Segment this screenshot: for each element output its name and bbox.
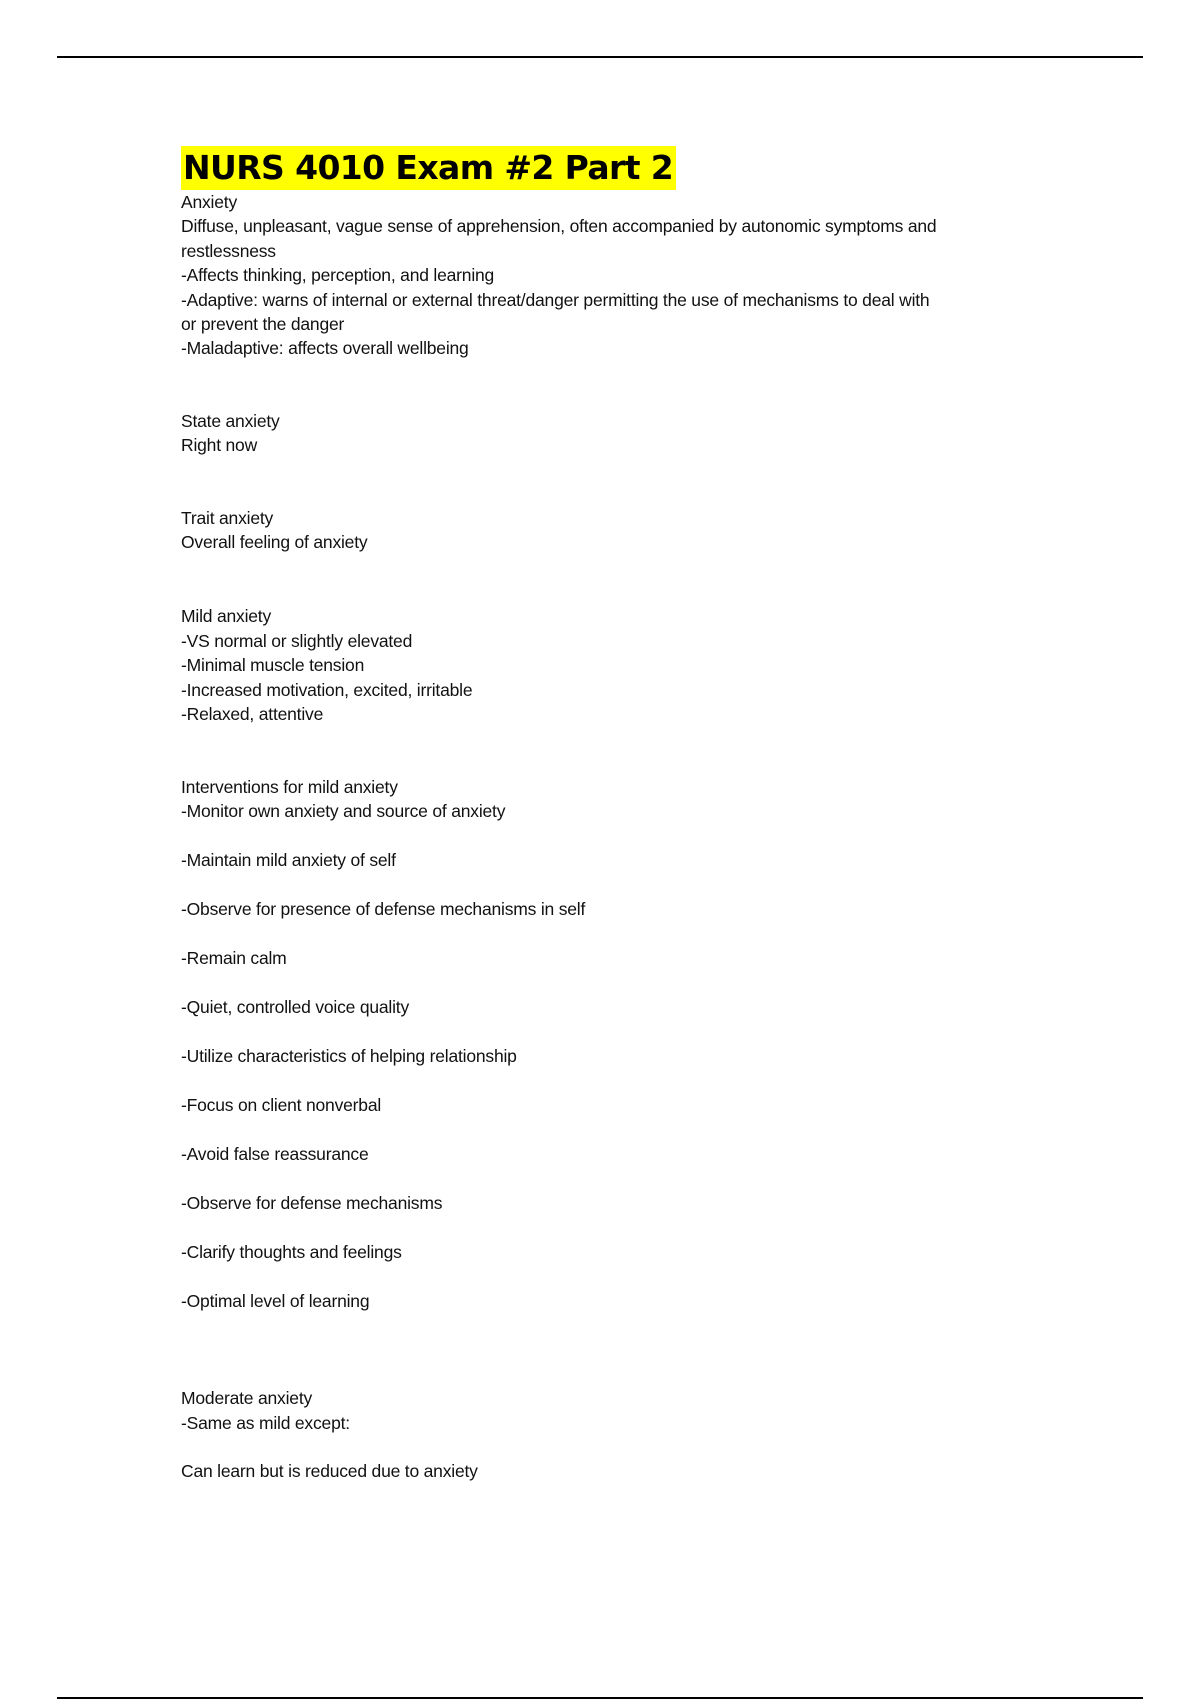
text-line: -Maladaptive: affects overall wellbeing (181, 338, 469, 359)
section-state-anxiety (181, 409, 1041, 458)
text-line: Can learn but is reduced due to anxiety (181, 1461, 478, 1482)
text-line: -Affects thinking, perception, and learning (181, 265, 495, 286)
section-mild-anxiety (181, 604, 1041, 726)
section-heading: Trait anxiety (181, 507, 274, 528)
list-item: -Observe for defense mechanisms (181, 1192, 443, 1213)
text-line: -Increased motivation, excited, irritable (181, 679, 473, 700)
list-item: -Utilize characteristics of helping relationship (181, 1045, 517, 1066)
section-heading: Moderate anxiety (181, 1388, 313, 1409)
section-heading: Mild anxiety (181, 606, 271, 627)
section-heading: Interventions for mild anxiety (181, 776, 398, 797)
top-rule (57, 56, 1143, 58)
text-line: -VS normal or slightly elevated (181, 630, 413, 651)
list-item: -Observe for presence of defense mechanisms in self (181, 898, 586, 919)
list-item: -Focus on client nonverbal (181, 1094, 382, 1115)
text-line: -Same as mild except: (181, 1412, 350, 1433)
section-heading: State anxiety (181, 410, 280, 431)
section-trait-anxiety (181, 506, 1041, 555)
list-item: -Clarify thoughts and feelings (181, 1241, 402, 1262)
bottom-rule (57, 1697, 1143, 1699)
list-item: -Remain calm (181, 947, 287, 968)
text-line: restlessness (181, 240, 276, 261)
list-item: -Maintain mild anxiety of self (181, 849, 396, 870)
section-interventions-mild (181, 775, 1041, 1314)
text-line: -Relaxed, attentive (181, 704, 324, 725)
text-line: -Minimal muscle tension (181, 655, 365, 676)
section-heading: Anxiety (181, 192, 237, 212)
list-item: -Quiet, controlled voice quality (181, 996, 410, 1017)
list-item: -Monitor own anxiety and source of anxiety (181, 800, 506, 821)
text-line: -Adaptive: warns of internal or external threat/danger permitting the use of mechanisms to deal with (181, 289, 930, 310)
text-line: Overall feeling of anxiety (181, 532, 368, 553)
text-line: Right now (181, 435, 258, 456)
section-anxiety (181, 190, 1041, 361)
document-body (181, 146, 1041, 1484)
section-moderate-anxiety (181, 1386, 1041, 1483)
text-line: Diffuse, unpleasant, vague sense of apprehension, often accompanied by autonomic symptoms and (181, 216, 937, 237)
document-title: NURS 4010 Exam #2 Part 2 (181, 146, 676, 190)
text-line: or prevent the danger (181, 314, 345, 335)
list-item: -Avoid false reassurance (181, 1143, 369, 1164)
list-item: -Optimal level of learning (181, 1290, 370, 1311)
